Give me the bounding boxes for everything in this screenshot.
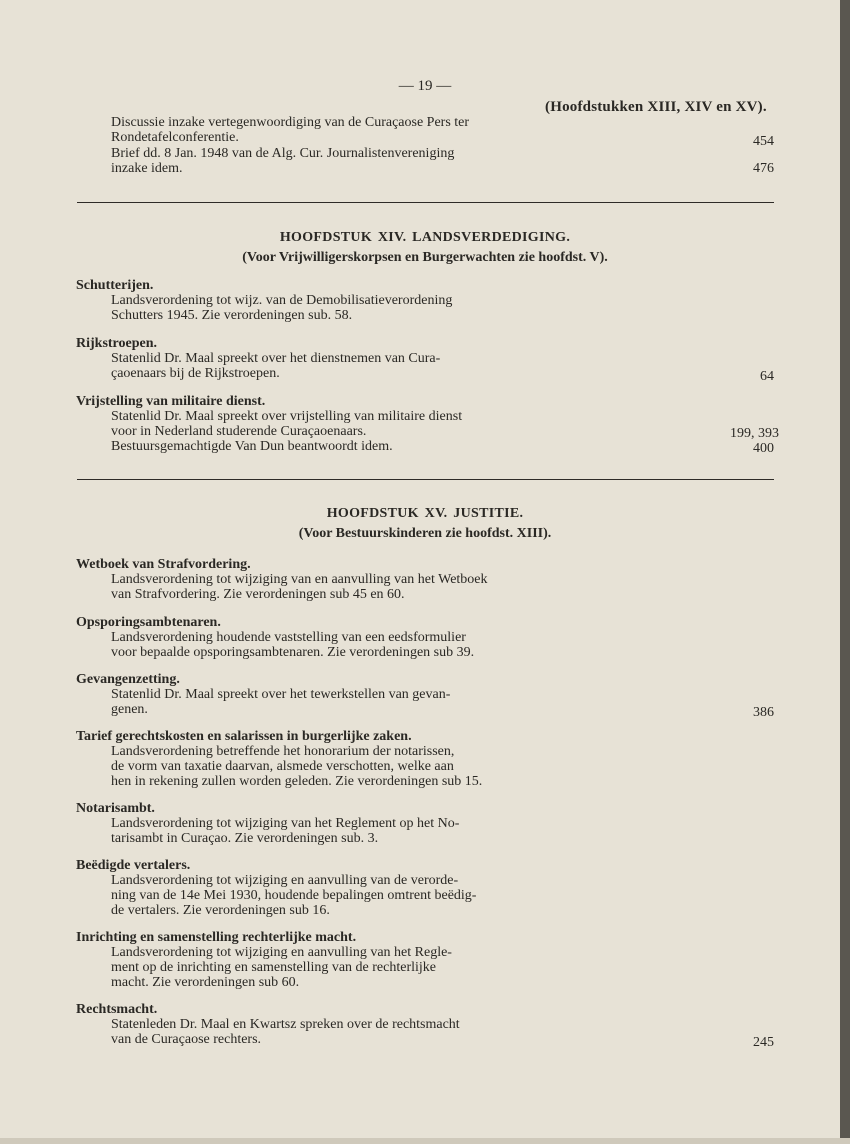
entry-line: Landsverordening tot wijziging en aanvulling van de verorde- (111, 873, 459, 888)
entry-line: Schutters 1945. Zie verordeningen sub. 58. (111, 308, 353, 323)
entry-heading: Wetboek van Strafvordering. (76, 557, 251, 572)
page-ref: 386 (753, 705, 774, 720)
entry-line: de vorm van taxatie daarvan, alsmede verschotten, welke aan (111, 759, 454, 774)
entry-line: hen in rekening zullen worden geleden. Zie verordeningen sub 15. (111, 774, 483, 789)
entry-line: ning van de 14e Mei 1930, houdende bepalingen omtrent beëdig- (111, 888, 477, 903)
entry-heading: Notarisambt. (76, 801, 155, 816)
chapters-range-header: (Hoofdstukken XIII, XIV en XV). (545, 99, 767, 115)
page-ref: 245 (753, 1035, 774, 1050)
entry-line: Landsverordening tot wijz. van de Demobilisatieverordening (111, 293, 453, 308)
entry-line: de vertalers. Zie verordeningen sub 16. (111, 903, 330, 918)
entry-line: Brief dd. 8 Jan. 1948 van de Alg. Cur. Journalistenvereniging (111, 146, 455, 161)
entry-line: inzake idem. (111, 161, 183, 176)
page-number: — 19 — (398, 78, 452, 94)
entry-line: voor in Nederland studerende Curaçaoenaars. (111, 424, 367, 439)
chapter-xv-subtitle: (Voor Bestuurskinderen zie hoofdst. XIII). (298, 526, 552, 541)
entry-heading: Beëdigde vertalers. (76, 858, 191, 873)
entry-heading: Rijkstroepen. (76, 336, 158, 351)
page-bottom-edge (0, 1138, 850, 1144)
chapter-xv-title: HOOFDSTUK XV. JUSTITIE. (326, 506, 524, 521)
page-ref: 476 (753, 161, 774, 176)
entry-line: van Strafvordering. Zie verordeningen sub 45 en 60. (111, 587, 405, 602)
entry-line: ment op de inrichting en samenstelling van de rechterlijke (111, 960, 437, 975)
entry-heading: Gevangenzetting. (76, 672, 180, 687)
page-ref: 64 (760, 369, 774, 384)
entry-line: Statenlid Dr. Maal spreekt over het tewerkstellen van gevan- (111, 687, 451, 702)
entry-line: Bestuursgemachtigde Van Dun beantwoordt idem. (111, 439, 393, 454)
section-divider (77, 202, 774, 203)
entry-line: tarisambt in Curaçao. Zie verordeningen sub. 3. (111, 831, 379, 846)
entry-line: Landsverordening tot wijziging van het Reglement op het No- (111, 816, 460, 831)
entry-line: Landsverordening tot wijziging en aanvulling van het Regle- (111, 945, 452, 960)
entry-line: Discussie inzake vertegenwoordiging van de Curaçaose Pers ter (111, 115, 470, 130)
entry-line: Statenleden Dr. Maal en Kwartsz spreken over de rechtsmacht (111, 1017, 460, 1032)
entry-heading: Inrichting en samenstelling rechterlijke macht. (76, 930, 357, 945)
page-edge-shadow (840, 0, 850, 1144)
page-ref: 400 (753, 441, 774, 456)
entry-line: Rondetafelconferentie. (111, 130, 239, 145)
entry-line: voor bepaalde opsporingsambtenaren. Zie verordeningen sub 39. (111, 645, 475, 660)
page-ref: 199, 393 (730, 426, 779, 441)
entry-heading: Rechtsmacht. (76, 1002, 158, 1017)
entry-line: Landsverordening tot wijziging van en aanvulling van het Wetboek (111, 572, 488, 587)
chapter-xiv-title: HOOFDSTUK XIV. LANDSVERDEDIGING. (279, 230, 571, 245)
entry-line: Statenlid Dr. Maal spreekt over het dienstnemen van Cura- (111, 351, 441, 366)
entry-heading: Tarief gerechtskosten en salarissen in burgerlijke zaken. (76, 729, 412, 744)
entry-heading: Schutterijen. (76, 278, 154, 293)
entry-line: Landsverordening betreffende het honorarium der notarissen, (111, 744, 455, 759)
entry-heading: Vrijstelling van militaire dienst. (76, 394, 266, 409)
page-ref: 454 (753, 134, 774, 149)
entry-line: van de Curaçaose rechters. (111, 1032, 262, 1047)
entry-line: çaoenaars bij de Rijkstroepen. (111, 366, 280, 381)
entry-line: Landsverordening houdende vaststelling van een eedsformulier (111, 630, 466, 645)
entry-line: macht. Zie verordeningen sub 60. (111, 975, 300, 990)
entry-line: genen. (111, 702, 148, 717)
entry-heading: Opsporingsambtenaren. (76, 615, 221, 630)
chapter-xiv-subtitle: (Voor Vrijwilligerskorpsen en Burgerwachten zie hoofdst. V). (242, 250, 608, 265)
entry-line: Statenlid Dr. Maal spreekt over vrijstelling van militaire dienst (111, 409, 463, 424)
section-divider (77, 479, 774, 480)
